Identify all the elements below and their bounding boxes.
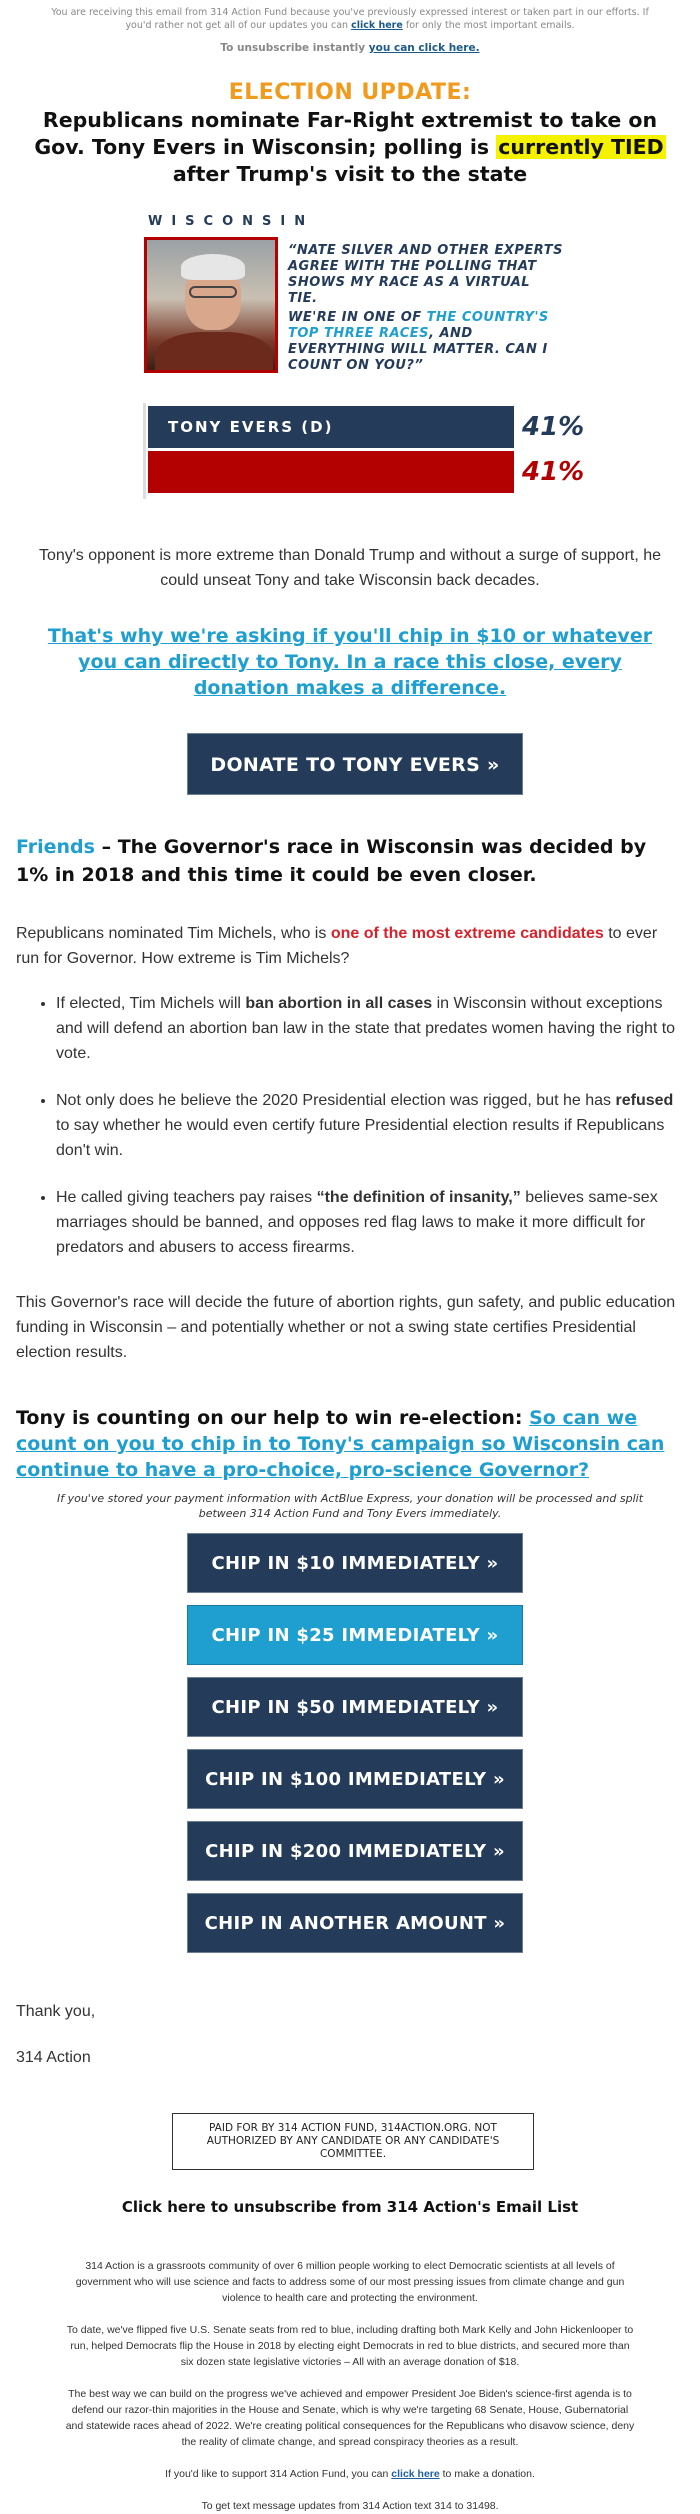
- headline-part-a: Republicans nominate Far-Right extremist to take on Gov. Tony Evers in Wisconsin; polling is: [34, 108, 658, 159]
- headline-highlight: currently TIED: [498, 135, 664, 159]
- footer-text-updates: To get text message updates from 314 Action text 314 to 31498.: [201, 2500, 499, 2512]
- poll-chart: [148, 406, 585, 493]
- state-label: WISCONSIN: [148, 214, 315, 229]
- headline: [0, 107, 700, 188]
- footer-support: [0, 2466, 700, 2482]
- chip-in-100-button[interactable]: CHIP IN $100 IMMEDIATELY »: [187, 1749, 523, 1809]
- b1-a: If elected, Tim Michels will: [56, 995, 241, 1012]
- poll-bar-opponent: [148, 451, 514, 493]
- preheader-text: You are receiving this email from 314 Action Fund because you've previously expressed interest or taken part in our efforts. If you'd rather not get all of our updates you can: [51, 7, 649, 31]
- chip-in-200-button[interactable]: CHIP IN $200 IMMEDIATELY »: [187, 1821, 523, 1881]
- footer-donate-link[interactable]: click here: [391, 2468, 440, 2480]
- preheader-text-end: for only the most important emails.: [405, 20, 575, 31]
- governors-race-paragraph: This Governor's race will decide the future of abortion rights, gun safety, and public education funding in Wisconsin – and potentially whether or not a swing state certifies Presidential election results.: [16, 1294, 676, 1361]
- friends-rest: – The Governor's race in Wisconsin was decided by 1% in 2018 and this time it could be even closer.: [16, 836, 647, 886]
- election-update-eyebrow: ELECTION UPDATE:: [228, 80, 472, 105]
- list-item: [56, 991, 676, 1066]
- friends-lead: Friends: [16, 836, 95, 858]
- footer-support-text: If you'd like to support 314 Action Fund, you can: [165, 2468, 389, 2480]
- chip-in-ask-link[interactable]: That's why we're asking if you'll chip in $10 or whatever you can directly to Tony. In a race this close, every donation makes a difference.: [47, 625, 653, 699]
- preheader-unsubscribe: [0, 42, 700, 54]
- footer-plan: The best way we can build on the progress we've achieved and empower President Joe Biden's science-first agenda is to defend our razor-thin majorities in the House and Senate, which is why we're targeting 68 Senate, House, Gubernatorial and statewide races ahead of 2022. We're creating political consequences for the Republicans who disavow science, deny the reality of climate change, and spread conspiracy theories as a result.: [65, 2388, 635, 2448]
- michels-points-list: [0, 991, 700, 1260]
- candidate-quote: [288, 237, 564, 374]
- b3-a: He called giving teachers pay raises: [56, 1189, 313, 1206]
- counting-paragraph: [0, 1405, 700, 1483]
- b1-b-bold: ban abortion in all cases: [245, 995, 433, 1012]
- footer-support-text-end: to make a donation.: [442, 2468, 535, 2480]
- b2-b-bold: refused: [615, 1092, 674, 1109]
- unsubscribe-list-link[interactable]: Click here to unsubscribe from 314 Action's Email List: [121, 2198, 579, 2216]
- footer: [0, 2258, 700, 2514]
- friends-paragraph: [0, 833, 700, 889]
- candidate-card: [144, 214, 564, 374]
- footer-about: 314 Action is a grassroots community of over 6 million people working to elect Democratic scientists at all levels of government who will use science and facts to address some of our most pressing issues from climate change and gun violence to health care and protecting the environment.: [75, 2260, 625, 2304]
- list-item: [56, 1185, 676, 1260]
- thank-you: Thank you,: [16, 2003, 96, 2020]
- b1-c: in Wisconsin without exceptions and will defend an abortion ban law in the state that predates women having the right to vote.: [56, 995, 676, 1062]
- p1-b-emphasis: one of the most extreme candidates: [330, 925, 604, 942]
- quote-line-2: [288, 310, 564, 374]
- donate-to-tony-evers-button[interactable]: DONATE TO TONY EVERS »: [187, 733, 523, 795]
- quote-2c: , AND EVERYTHING WILL MATTER. CAN I COUNT ON YOU?”: [288, 326, 548, 373]
- unsubscribe-instant-link[interactable]: you can click here.: [368, 42, 480, 54]
- chip-in-50-button[interactable]: CHIP IN $50 IMMEDIATELY »: [187, 1677, 523, 1737]
- chip-in-10-button[interactable]: CHIP IN $10 IMMEDIATELY »: [187, 1533, 523, 1593]
- chip-in-another-amount-button[interactable]: CHIP IN ANOTHER AMOUNT »: [187, 1893, 523, 1953]
- counting-link[interactable]: So can we count on you to chip in to Tony's campaign so Wisconsin can continue to have a pro-choice, pro-science Governor?: [16, 1407, 665, 1481]
- poll-candidate-name: TONY EVERS (D): [168, 418, 334, 436]
- unsubscribe-prefix: To unsubscribe instantly: [220, 42, 366, 54]
- headline-part-b: after Trump's visit to the state: [172, 162, 528, 186]
- paid-for-disclaimer: PAID FOR BY 314 ACTION FUND, 314ACTION.ORG. NOT AUTHORIZED BY ANY CANDIDATE OR ANY CANDIDATE'S COMMITTEE.: [172, 2113, 534, 2170]
- quote-line-1: “NATE SILVER AND OTHER EXPERTS AGREE WITH THE POLLING THAT SHOWS MY RACE AS A VIRTUAL TIE.: [288, 243, 563, 306]
- chip-in-25-button[interactable]: CHIP IN $25 IMMEDIATELY »: [187, 1605, 523, 1665]
- list-item: [56, 1088, 676, 1163]
- preheader-click-here-link[interactable]: click here: [351, 20, 403, 31]
- b3-b-bold: “the definition of insanity,”: [316, 1189, 521, 1206]
- signature: 314 Action: [16, 2049, 91, 2066]
- opponent-paragraph: Tony's opponent is more extreme than Donald Trump and without a surge of support, he could unseat Tony and take Wisconsin back decades.: [38, 547, 662, 589]
- p1-a: Republicans nominated Tim Michels, who is: [16, 925, 327, 942]
- quote-2b-accent: THE COUNTRY'S TOP THREE RACES: [288, 310, 549, 341]
- poll-pct-evers: 41%: [522, 412, 585, 442]
- b2-c: to say whether he would even certify future Presidential election results if Republicans don't win.: [56, 1117, 665, 1159]
- b2-a: Not only does he believe the 2020 Presidential election was rigged, but he has: [56, 1092, 612, 1109]
- poll-pct-opponent: 41%: [522, 457, 585, 487]
- actblue-express-note: If you've stored your payment information with ActBlue Express, your donation will be processed and split between 314 Action Fund and Tony Evers immediately.: [56, 1492, 644, 1520]
- footer-record: To date, we've flipped five U.S. Senate seats from red to blue, including drafting both Mark Kelly and John Hickenlooper to run, helped Democrats flip the House in 2018 by electing eight Democrats in red to blue districts, and secured more than six dozen state legislative victories – All with an average donation of $18.: [66, 2324, 634, 2368]
- chip-in-buttons: [0, 1533, 700, 1953]
- p1-c: to ever run for Governor. How extreme is Tim Michels?: [16, 925, 658, 967]
- candidate-photo: [144, 237, 278, 373]
- michels-intro-paragraph: [0, 921, 700, 971]
- counting-lead: Tony is counting on our help to win re-election:: [16, 1407, 523, 1429]
- preheader-notice: [0, 0, 700, 32]
- poll-bar-evers: [148, 406, 514, 448]
- quote-2a: WE'RE IN ONE OF: [288, 310, 422, 325]
- b3-c: believes same-sex marriages should be banned, and opposes red flag laws to make it more difficult for predators and abusers to access firearms.: [56, 1189, 658, 1256]
